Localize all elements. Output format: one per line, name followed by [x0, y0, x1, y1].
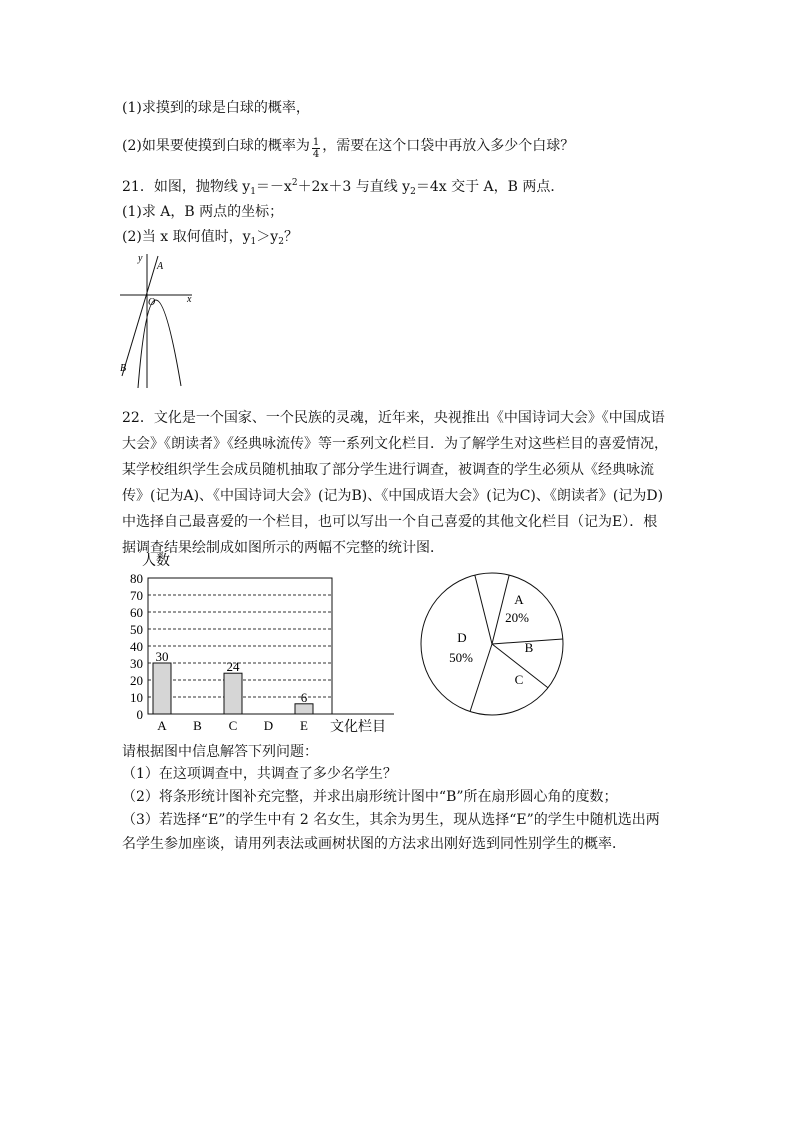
graph-label-o: O: [148, 297, 156, 308]
q21-stem-b: ＝－x: [255, 179, 292, 195]
y-tick-label-10: 10: [130, 690, 143, 705]
q20-fraction-numerator: 1: [312, 137, 320, 148]
q20-part1: (1)求摸到的球是白球的概率，: [122, 100, 310, 116]
q22-item-4: 名学生参加座谈，请用列表法或画树状图的方法求出刚好选到同性别学生的概率．: [122, 836, 626, 852]
graph-label-x: x: [187, 294, 192, 305]
q22-item-3: （3）若选择“E”的学生中有 2 名女生，其余为男生，现从选择“E”的学生中随机选出两: [122, 812, 660, 828]
q21-stem-c: ＋2x＋3 与直线 y: [297, 179, 411, 195]
y-tick-label-60: 60: [130, 605, 143, 620]
y-axis-title: 人数: [142, 554, 170, 569]
q21-part2-c: ？: [283, 229, 298, 245]
bar-value-label-C: 24: [226, 659, 240, 675]
parabola-curve: [138, 300, 181, 388]
q21-part2-a: (2)当 x 取何值时，y: [122, 229, 251, 245]
pie-chart: [418, 570, 566, 718]
pie-divider-5: [475, 575, 492, 644]
x-tick-label-B: B: [193, 718, 202, 733]
bar-E: [295, 704, 313, 714]
graph-label-y: y: [138, 253, 143, 264]
graph-label-a: A: [157, 261, 164, 272]
y-tick-label-20: 20: [130, 673, 143, 688]
q20-part2-before: (2)如果要使摸到白球的概率为: [122, 138, 310, 154]
y-tick-label-70: 70: [130, 588, 143, 603]
y-tick-label-40: 40: [130, 639, 143, 654]
q20-fraction: [312, 137, 320, 160]
x-axis-title: 文化栏目: [330, 720, 386, 735]
q22-stem: 22．文化是一个国家、一个民族的灵魂，近年来，央视推出《中国诗词大会》《中国成语大会》《朗读者》《经典咏流传》等一系列文化栏目．为了解学生对这些栏目的喜爱情况，某学校组织学生会成员随机抽取了部分学生进行调查，被调查的学生必须从《经典咏流传》(记为A)、《中国诗词大会》(记为B)、《中国成语大会》(记为C)、《朗读者》(记为D) 中选择自己最喜爱的一个栏目，也可以写出一个自己喜爱的其他文化栏目（记为E）．根据调查结果绘制成如图所示的两幅不完整的统计图．: [122, 410, 668, 556]
q21-part1: (1)求 A，B 两点的坐标；: [122, 204, 284, 220]
y-tick-label-30: 30: [130, 656, 143, 671]
q21-stem-sub1: 1: [250, 187, 256, 197]
q20-fraction-denominator: 4: [312, 149, 320, 160]
bar-value-label-E: 6: [300, 689, 308, 705]
x-tick-label-C: C: [228, 718, 238, 733]
q22-item-2: （2）将条形统计图补充完整，并求出扇形统计图中“B”所在扇形圆心角的度数；: [122, 789, 618, 805]
q21-stem-a: 21．如图，抛物线 y: [122, 179, 251, 195]
pie-slice-label-C: C: [514, 672, 524, 687]
pie-slice-label-B: B: [524, 640, 534, 655]
q21-stem: [122, 177, 564, 197]
graph-label-b: B: [120, 363, 127, 374]
x-tick-label-E: E: [300, 718, 308, 733]
q21-part2-b: ＞y: [256, 229, 279, 245]
pie-slice-percent-A: 20%: [505, 610, 529, 625]
q22-intro: 请根据图中信息解答下列问题：: [122, 744, 318, 760]
q21-part2-sub2: 2: [278, 237, 284, 247]
pie-slice-label-D: D: [457, 630, 467, 645]
q20-part2: [122, 136, 574, 160]
x-tick-label-A: A: [157, 718, 167, 733]
y-tick-label-0: 0: [136, 707, 143, 722]
pie-slice-percent-D: 50%: [449, 650, 473, 665]
parabola-figure: [112, 248, 202, 390]
bar-chart: [114, 548, 404, 738]
bar-value-label-A: 30: [155, 649, 169, 664]
q21-stem-sup: 2: [291, 178, 298, 188]
straight-line: [122, 256, 158, 376]
q21-stem-d: ＝4x 交于 A，B 两点．: [415, 179, 565, 195]
y-tick-label-80: 80: [130, 571, 143, 586]
q21-part2-sub1: 1: [250, 237, 257, 247]
pie-divider-4: [470, 644, 492, 712]
y-tick-label-50: 50: [130, 622, 143, 637]
q20-part2-after: ，需要在这个口袋中再放入多少个白球？: [322, 138, 575, 154]
bar-A: [153, 663, 171, 714]
x-tick-label-D: D: [263, 718, 274, 733]
q21-stem-sub2: 2: [410, 187, 416, 197]
q22-item-1: （1）在这项调查中，共调查了多少名学生？: [122, 766, 397, 782]
pie-slice-label-A: A: [514, 592, 524, 607]
bar-C: [224, 673, 242, 714]
q21-part2: [122, 227, 298, 247]
